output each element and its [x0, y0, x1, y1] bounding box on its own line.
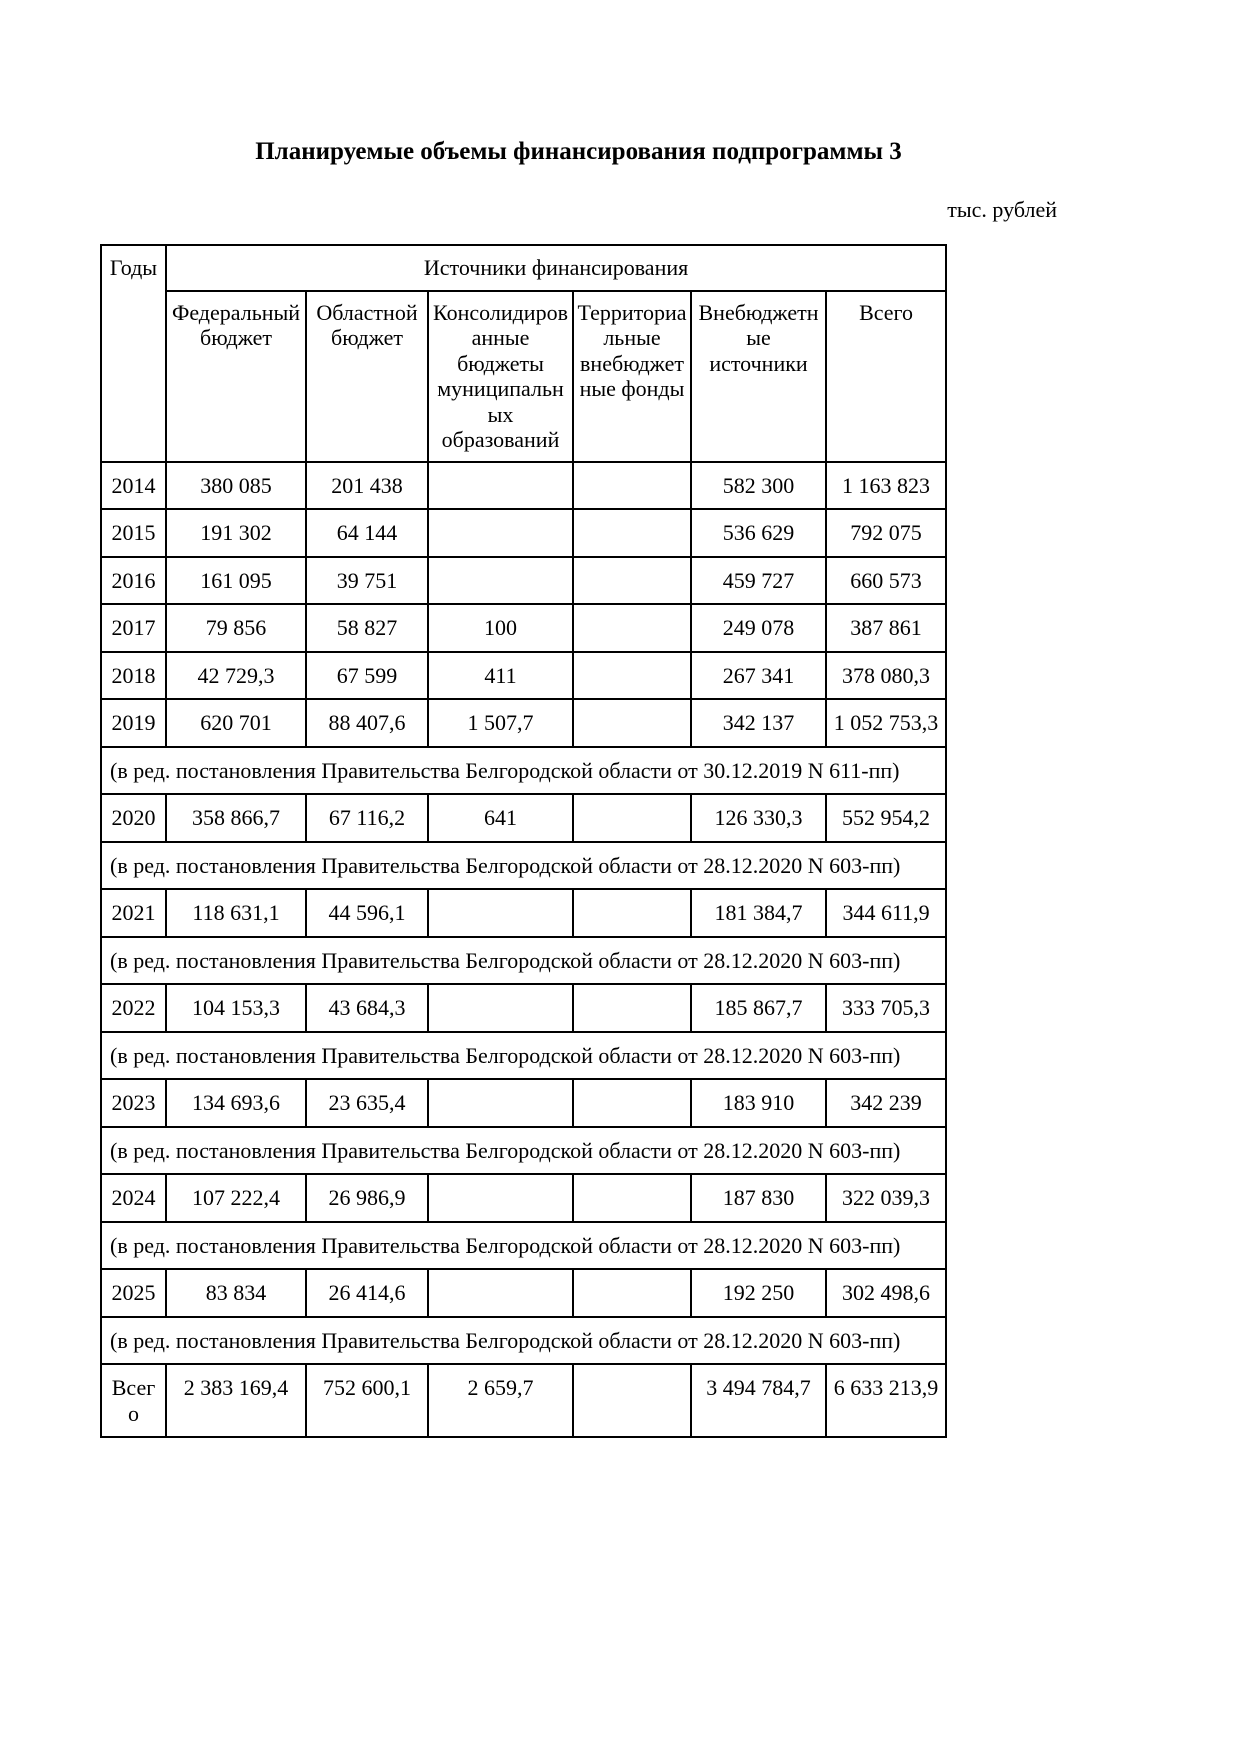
value-cell: 185 867,7	[691, 984, 826, 1032]
value-cell: 267 341	[691, 652, 826, 700]
year-cell: 2019	[101, 699, 166, 747]
column-header-extrabudgetary-sources: Внебюджетные источники	[691, 291, 826, 462]
amendment-note-row	[101, 1317, 946, 1365]
page-title: Планируемые объемы финансирования подпрограммы 3	[255, 138, 902, 165]
year-cell: 2022	[101, 984, 166, 1032]
amendment-note-row	[101, 842, 946, 890]
value-cell: 118 631,1	[166, 889, 306, 937]
column-header-consolidated-municipal-budgets: Консолидированные бюджеты муниципальных образований	[428, 291, 573, 462]
value-cell: 26 986,9	[306, 1174, 428, 1222]
header-group-row	[101, 245, 946, 291]
table-row	[101, 557, 946, 605]
value-cell	[573, 1079, 691, 1127]
value-cell: 3 494 784,7	[691, 1364, 826, 1437]
value-cell	[428, 889, 573, 937]
value-cell: 44 596,1	[306, 889, 428, 937]
amendment-note: (в ред. постановления Правительства Белгородской области от 28.12.2020 N 603-пп)	[101, 1222, 946, 1270]
value-cell	[573, 1269, 691, 1317]
value-cell	[428, 509, 573, 557]
value-cell: 26 414,6	[306, 1269, 428, 1317]
value-cell: 1 507,7	[428, 699, 573, 747]
amendment-note: (в ред. постановления Правительства Белгородской области от 28.12.2020 N 603-пп)	[101, 842, 946, 890]
table-row	[101, 1079, 946, 1127]
year-cell: 2016	[101, 557, 166, 605]
header-columns-row	[101, 291, 946, 462]
value-cell: 302 498,6	[826, 1269, 946, 1317]
value-cell: 126 330,3	[691, 794, 826, 842]
amendment-note-row	[101, 1127, 946, 1175]
value-cell: 387 861	[826, 604, 946, 652]
value-cell: 100	[428, 604, 573, 652]
value-cell: 192 250	[691, 1269, 826, 1317]
value-cell: 104 153,3	[166, 984, 306, 1032]
value-cell	[573, 889, 691, 937]
value-cell: 378 080,3	[826, 652, 946, 700]
value-cell: 249 078	[691, 604, 826, 652]
value-cell	[428, 984, 573, 1032]
value-cell	[573, 699, 691, 747]
value-cell: 582 300	[691, 462, 826, 510]
table-row	[101, 1269, 946, 1317]
value-cell: 187 830	[691, 1174, 826, 1222]
amendment-note: (в ред. постановления Правительства Белгородской области от 28.12.2020 N 603-пп)	[101, 1032, 946, 1080]
value-cell: 42 729,3	[166, 652, 306, 700]
amendment-note: (в ред. постановления Правительства Белгородской области от 28.12.2020 N 603-пп)	[101, 1127, 946, 1175]
value-cell	[428, 1174, 573, 1222]
value-cell: 79 856	[166, 604, 306, 652]
year-cell: Всего	[101, 1364, 166, 1437]
value-cell: 134 693,6	[166, 1079, 306, 1127]
value-cell: 39 751	[306, 557, 428, 605]
value-cell: 1 163 823	[826, 462, 946, 510]
table-row	[101, 1364, 946, 1437]
value-cell	[428, 462, 573, 510]
value-cell: 161 095	[166, 557, 306, 605]
table-row	[101, 984, 946, 1032]
value-cell: 333 705,3	[826, 984, 946, 1032]
value-cell: 67 599	[306, 652, 428, 700]
years-column-header: Годы	[101, 245, 166, 462]
value-cell: 322 039,3	[826, 1174, 946, 1222]
value-cell: 344 611,9	[826, 889, 946, 937]
value-cell: 620 701	[166, 699, 306, 747]
amendment-note: (в ред. постановления Правительства Белгородской области от 30.12.2019 N 611-пп)	[101, 747, 946, 795]
value-cell	[573, 509, 691, 557]
value-cell	[573, 794, 691, 842]
value-cell	[573, 1174, 691, 1222]
column-header-regional-budget: Областной бюджет	[306, 291, 428, 462]
amendment-note: (в ред. постановления Правительства Белгородской области от 28.12.2020 N 603-пп)	[101, 937, 946, 985]
value-cell: 183 910	[691, 1079, 826, 1127]
value-cell	[428, 1269, 573, 1317]
value-cell: 792 075	[826, 509, 946, 557]
document-page	[100, 0, 1057, 1438]
table-row	[101, 462, 946, 510]
value-cell: 58 827	[306, 604, 428, 652]
value-cell: 6 633 213,9	[826, 1364, 946, 1437]
value-cell	[573, 462, 691, 510]
column-header-territorial-extrabudgetary-funds: Территориальные внебюджетные фонды	[573, 291, 691, 462]
value-cell: 752 600,1	[306, 1364, 428, 1437]
value-cell: 43 684,3	[306, 984, 428, 1032]
year-cell: 2021	[101, 889, 166, 937]
table-row	[101, 1174, 946, 1222]
amendment-note: (в ред. постановления Правительства Белгородской области от 28.12.2020 N 603-пп)	[101, 1317, 946, 1365]
sources-group-header: Источники финансирования	[166, 245, 946, 291]
value-cell: 552 954,2	[826, 794, 946, 842]
year-cell: 2025	[101, 1269, 166, 1317]
value-cell: 181 384,7	[691, 889, 826, 937]
value-cell: 358 866,7	[166, 794, 306, 842]
amendment-note-row	[101, 937, 946, 985]
value-cell: 191 302	[166, 509, 306, 557]
value-cell: 83 834	[166, 1269, 306, 1317]
column-header-total: Всего	[826, 291, 946, 462]
units-label: тыс. рублей	[947, 196, 1057, 222]
value-cell: 1 052 753,3	[826, 699, 946, 747]
table-row	[101, 509, 946, 557]
value-cell	[573, 557, 691, 605]
value-cell	[573, 1364, 691, 1437]
column-header-federal-budget: Федеральный бюджет	[166, 291, 306, 462]
value-cell: 380 085	[166, 462, 306, 510]
value-cell	[573, 604, 691, 652]
year-cell: 2018	[101, 652, 166, 700]
value-cell: 201 438	[306, 462, 428, 510]
financing-table	[100, 244, 947, 1438]
value-cell: 107 222,4	[166, 1174, 306, 1222]
year-cell: 2023	[101, 1079, 166, 1127]
value-cell	[573, 984, 691, 1032]
table-row	[101, 889, 946, 937]
year-cell: 2017	[101, 604, 166, 652]
value-cell: 411	[428, 652, 573, 700]
value-cell: 641	[428, 794, 573, 842]
value-cell: 342 137	[691, 699, 826, 747]
value-cell: 342 239	[826, 1079, 946, 1127]
value-cell: 2 659,7	[428, 1364, 573, 1437]
value-cell: 23 635,4	[306, 1079, 428, 1127]
value-cell: 67 116,2	[306, 794, 428, 842]
value-cell	[573, 652, 691, 700]
amendment-note-row	[101, 747, 946, 795]
value-cell: 536 629	[691, 509, 826, 557]
value-cell: 64 144	[306, 509, 428, 557]
amendment-note-row	[101, 1222, 946, 1270]
value-cell	[428, 1079, 573, 1127]
table-row	[101, 699, 946, 747]
value-cell: 88 407,6	[306, 699, 428, 747]
year-cell: 2020	[101, 794, 166, 842]
value-cell: 660 573	[826, 557, 946, 605]
year-cell: 2024	[101, 1174, 166, 1222]
value-cell: 2 383 169,4	[166, 1364, 306, 1437]
table-row	[101, 604, 946, 652]
table-row	[101, 652, 946, 700]
table-row	[101, 794, 946, 842]
amendment-note-row	[101, 1032, 946, 1080]
value-cell: 459 727	[691, 557, 826, 605]
financing-table-body	[101, 462, 946, 1438]
year-cell: 2014	[101, 462, 166, 510]
value-cell	[428, 557, 573, 605]
year-cell: 2015	[101, 509, 166, 557]
